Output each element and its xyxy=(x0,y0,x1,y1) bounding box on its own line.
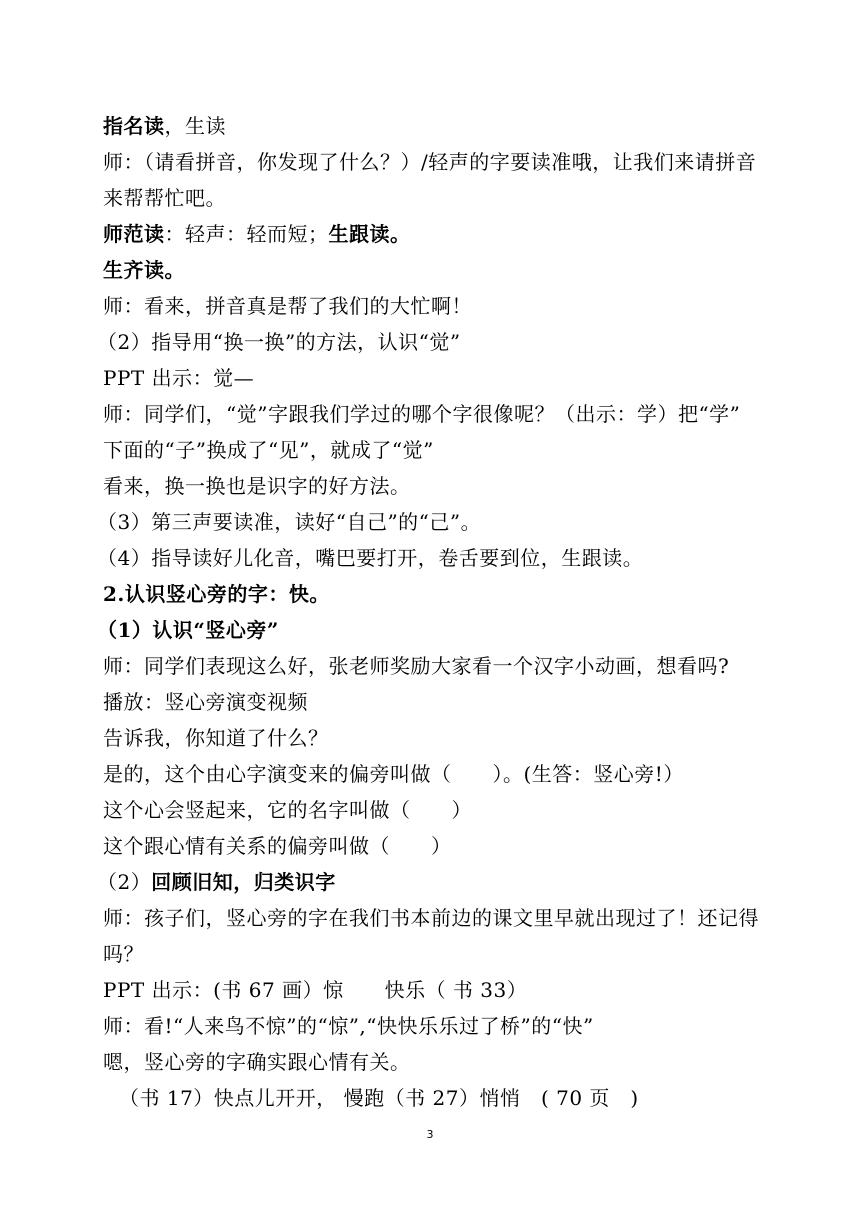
text-line xyxy=(103,396,773,432)
text-segment: 师：看来，拼音真是帮了我们的大忙啊！ xyxy=(103,294,472,318)
text-segment: 看来，换一换也是识字的好方法。 xyxy=(103,474,411,498)
text-segment: 师：看!“人来鸟不惊”的“惊”,“快快乐乐过了桥”的“快” xyxy=(103,1014,594,1038)
text-line xyxy=(103,756,773,792)
text-line xyxy=(103,936,773,972)
text-segment: 告诉我，你知道了什么？ xyxy=(103,726,329,750)
text-segment: （3）第三声要读准，读好“自己”的“己”。 xyxy=(97,510,482,534)
text-segment: 师：（请看拼音，你发现了什么？）/轻声的字要读准哦，让我们来请拼音 xyxy=(103,150,757,174)
page-number: 3 xyxy=(426,1128,434,1141)
bold-text: 生跟读。 xyxy=(328,222,411,246)
text-segment: （2） xyxy=(97,870,152,894)
text-line xyxy=(103,432,773,468)
text-line xyxy=(97,864,773,900)
text-segment: ，生读 xyxy=(164,114,226,138)
text-segment: PPT 出示：觉— xyxy=(103,366,255,390)
text-segment: 师：孩子们，竖心旁的字在我们书本前边的课文里早就出现过了！还记得 xyxy=(103,906,759,930)
bold-text: 师范读 xyxy=(103,222,165,246)
bold-text: 指名读 xyxy=(103,114,165,138)
text-line xyxy=(103,108,773,144)
text-line xyxy=(103,252,773,288)
text-segment: （书 17）快点儿开开， 慢跑（书 27）悄悄 ( 70 页 ) xyxy=(119,1086,639,1110)
document-body xyxy=(97,108,773,1116)
text-line xyxy=(103,288,773,324)
text-line xyxy=(103,216,773,252)
text-segment: PPT 出示：(书 67 画）惊 快乐（ 书 33） xyxy=(103,978,528,1002)
text-line xyxy=(119,1080,773,1116)
text-segment: （4）指导读好儿化音，嘴巴要打开，卷舌要到位，生跟读。 xyxy=(97,546,644,570)
text-segment: 下面的“子”换成了“见”，就成了“觉” xyxy=(103,438,434,462)
text-line xyxy=(103,1044,773,1080)
text-segment: 吗？ xyxy=(103,942,144,966)
text-line xyxy=(103,720,773,756)
text-line xyxy=(103,972,773,1008)
text-line xyxy=(103,576,773,612)
text-line xyxy=(103,684,773,720)
text-segment: ：轻声：轻而短； xyxy=(164,222,329,246)
text-line xyxy=(103,360,773,396)
text-line xyxy=(103,468,773,504)
text-segment: 来帮帮忙吧。 xyxy=(103,186,226,210)
bold-text: 回顾旧知，归类识字 xyxy=(151,870,336,894)
bold-text: 生齐读。 xyxy=(103,258,185,282)
text-line xyxy=(103,792,773,828)
text-line xyxy=(97,324,773,360)
text-line xyxy=(97,504,773,540)
text-segment: 是的，这个由心字演变来的偏旁叫做（ ）。(生答：竖心旁!） xyxy=(103,762,684,786)
text-line xyxy=(103,900,773,936)
text-segment: 师：同学们，“觉”字跟我们学过的哪个字很像呢？（出示：学）把“学” xyxy=(103,402,741,426)
text-line xyxy=(103,1008,773,1044)
text-segment: 这个心会竖起来，它的名字叫做（ ） xyxy=(103,798,472,822)
bold-text: 2.认识竖心旁的字：快。 xyxy=(103,582,330,606)
text-line xyxy=(103,144,773,180)
text-segment: 嗯，竖心旁的字确实跟心情有关。 xyxy=(103,1050,411,1074)
text-line xyxy=(103,180,773,216)
text-segment: 播放：竖心旁演变视频 xyxy=(103,690,308,714)
text-segment: 师：同学们表现这么好，张老师奖励大家看一个汉字小动画，想看吗? xyxy=(103,654,730,678)
text-segment: 这个跟心情有关系的偏旁叫做（ ） xyxy=(103,834,452,858)
text-line xyxy=(97,612,773,648)
bold-text: （1）认识“竖心旁” xyxy=(97,618,279,642)
text-line xyxy=(103,648,773,684)
text-line xyxy=(103,828,773,864)
text-segment: （2）指导用“换一换”的方法，认识“觉” xyxy=(97,330,461,354)
text-line xyxy=(97,540,773,576)
